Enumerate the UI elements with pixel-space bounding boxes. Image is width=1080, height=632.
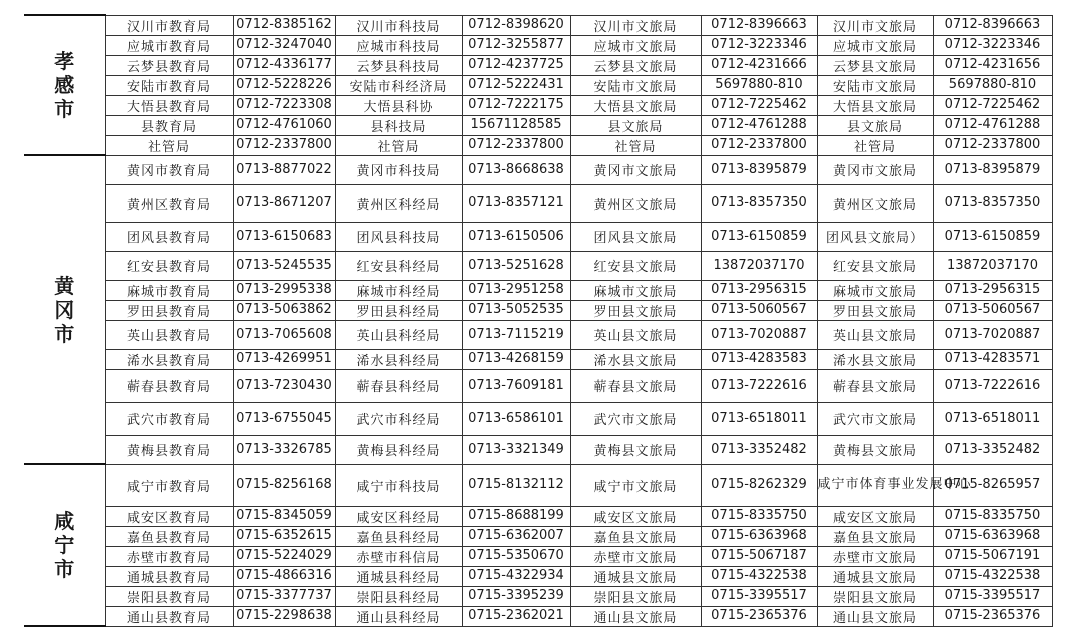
contact-office-cell: 大悟县文旅局: [817, 95, 933, 115]
culture-tourism-bureau-cell: 通山县文旅局: [570, 606, 701, 626]
contact-phone-cell: 0715-3395517: [933, 586, 1052, 606]
science-phone-cell: 0712-8398620: [462, 15, 570, 35]
culture-tourism-phone-cell: 0713-6150859: [701, 222, 817, 251]
science-bureau-cell: 大悟县科协: [335, 95, 462, 115]
contact-office-cell: 红安县文旅局: [817, 251, 933, 280]
education-phone-cell: 0712-7223308: [233, 95, 335, 115]
table-row: [24, 55, 1052, 75]
culture-tourism-phone-cell: 0715-4322538: [701, 566, 817, 586]
culture-tourism-bureau-cell: 团风县文旅局: [570, 222, 701, 251]
contact-phone-cell: 0715-8335750: [933, 506, 1052, 526]
science-bureau-cell: 云梦县科技局: [335, 55, 462, 75]
science-phone-cell: 0712-3255877: [462, 35, 570, 55]
science-phone-cell: 0715-8132112: [462, 464, 570, 506]
science-phone-cell: 0712-7222175: [462, 95, 570, 115]
education-phone-cell: 0715-2298638: [233, 606, 335, 626]
contact-office-cell: 通山县文旅局: [817, 606, 933, 626]
contact-phone-cell: 0713-8395879: [933, 155, 1052, 184]
culture-tourism-phone-cell: 0715-5067187: [701, 546, 817, 566]
contact-phone-cell: 0713-7222616: [933, 369, 1052, 402]
contact-phone-cell: 0715-6363968: [933, 526, 1052, 546]
table-row: [24, 435, 1052, 464]
culture-tourism-bureau-cell: 县文旅局: [570, 115, 701, 135]
education-phone-cell: 0713-8877022: [233, 155, 335, 184]
table-row: [24, 35, 1052, 55]
culture-tourism-bureau-cell: 应城市文旅局: [570, 35, 701, 55]
contact-office-cell: 崇阳县文旅局: [817, 586, 933, 606]
education-phone-cell: 0713-6755045: [233, 402, 335, 435]
education-phone-cell: 0715-4866316: [233, 566, 335, 586]
city-cell: [24, 155, 105, 464]
science-bureau-cell: 社管局: [335, 135, 462, 155]
table-row: [24, 566, 1052, 586]
science-bureau-cell: 浠水县科经局: [335, 349, 462, 369]
education-bureau-cell: 通山县教育局: [105, 606, 233, 626]
science-phone-cell: 0713-8357121: [462, 184, 570, 222]
education-bureau-cell: 社管局: [105, 135, 233, 155]
table-row: [24, 464, 1052, 506]
science-bureau-cell: 赤壁市科信局: [335, 546, 462, 566]
table-row: [24, 155, 1052, 184]
education-phone-cell: 0715-8256168: [233, 464, 335, 506]
table-row: [24, 75, 1052, 95]
education-phone-cell: 0715-5224029: [233, 546, 335, 566]
science-bureau-cell: 英山县科经局: [335, 320, 462, 349]
science-phone-cell: 0713-2951258: [462, 280, 570, 300]
science-phone-cell: 15671128585: [462, 115, 570, 135]
culture-tourism-bureau-cell: 黄冈市文旅局: [570, 155, 701, 184]
contact-office-cell: 麻城市文旅局: [817, 280, 933, 300]
table-row: [24, 546, 1052, 566]
contact-phone-cell: 0712-2337800: [933, 135, 1052, 155]
science-bureau-cell: 黄州区科经局: [335, 184, 462, 222]
education-phone-cell: 0713-7065608: [233, 320, 335, 349]
culture-tourism-bureau-cell: 英山县文旅局: [570, 320, 701, 349]
culture-tourism-phone-cell: 0715-6363968: [701, 526, 817, 546]
contact-phone-cell: 0713-6518011: [933, 402, 1052, 435]
culture-tourism-phone-cell: 0715-8335750: [701, 506, 817, 526]
contact-phone-cell: 0713-7020887: [933, 320, 1052, 349]
science-phone-cell: 0712-4237725: [462, 55, 570, 75]
contact-phone-cell: 0712-4231656: [933, 55, 1052, 75]
contact-office-cell: 应城市文旅局: [817, 35, 933, 55]
science-phone-cell: 0713-3321349: [462, 435, 570, 464]
science-bureau-cell: 麻城市科经局: [335, 280, 462, 300]
city-name: 孝感市: [54, 49, 75, 121]
culture-tourism-bureau-cell: 社管局: [570, 135, 701, 155]
contact-phone-cell: 0713-6150859: [933, 222, 1052, 251]
contact-phone-cell: 0712-3223346: [933, 35, 1052, 55]
science-bureau-cell: 红安县科经局: [335, 251, 462, 280]
education-phone-cell: 0713-6150683: [233, 222, 335, 251]
education-phone-cell: 0713-3326785: [233, 435, 335, 464]
table-row: [24, 300, 1052, 320]
contact-phone-cell: 0713-3352482: [933, 435, 1052, 464]
table-row: [24, 115, 1052, 135]
education-phone-cell: 0712-2337800: [233, 135, 335, 155]
science-phone-cell: 0712-5222431: [462, 75, 570, 95]
culture-tourism-phone-cell: 0713-8395879: [701, 155, 817, 184]
contact-office-cell: 浠水县文旅局: [817, 349, 933, 369]
contact-phone-cell: 0713-4283571: [933, 349, 1052, 369]
science-bureau-cell: 黄冈市科技局: [335, 155, 462, 184]
education-bureau-cell: 崇阳县教育局: [105, 586, 233, 606]
contacts-table: [24, 14, 1053, 627]
contact-office-cell: 社管局: [817, 135, 933, 155]
education-bureau-cell: 大悟县教育局: [105, 95, 233, 115]
education-bureau-cell: 黄冈市教育局: [105, 155, 233, 184]
science-bureau-cell: 蕲春县科经局: [335, 369, 462, 402]
science-bureau-cell: 黄梅县科经局: [335, 435, 462, 464]
science-bureau-cell: 汉川市科技局: [335, 15, 462, 35]
education-bureau-cell: 武穴市教育局: [105, 402, 233, 435]
science-bureau-cell: 罗田县科经局: [335, 300, 462, 320]
science-bureau-cell: 武穴市科经局: [335, 402, 462, 435]
science-phone-cell: 0715-5350670: [462, 546, 570, 566]
contact-office-cell: 嘉鱼县文旅局: [817, 526, 933, 546]
culture-tourism-phone-cell: 0715-3395517: [701, 586, 817, 606]
contact-phone-cell: 5697880-810: [933, 75, 1052, 95]
education-phone-cell: 0713-5063862: [233, 300, 335, 320]
table-row: [24, 349, 1052, 369]
science-bureau-cell: 应城市科技局: [335, 35, 462, 55]
contact-office-cell: 汉川市文旅局: [817, 15, 933, 35]
education-phone-cell: 0713-8671207: [233, 184, 335, 222]
education-phone-cell: 0715-8345059: [233, 506, 335, 526]
culture-tourism-bureau-cell: 武穴市文旅局: [570, 402, 701, 435]
contact-office-cell: 县文旅局: [817, 115, 933, 135]
contact-phone-cell: 0715-2365376: [933, 606, 1052, 626]
contact-office-cell: 黄州区文旅局: [817, 184, 933, 222]
education-bureau-cell: 应城市教育局: [105, 35, 233, 55]
culture-tourism-phone-cell: 0713-3352482: [701, 435, 817, 464]
science-phone-cell: 0713-5052535: [462, 300, 570, 320]
science-bureau-cell: 通山县科经局: [335, 606, 462, 626]
culture-tourism-phone-cell: 0713-5060567: [701, 300, 817, 320]
science-bureau-cell: 团风县科技局: [335, 222, 462, 251]
education-phone-cell: 0713-4269951: [233, 349, 335, 369]
contact-office-cell: 罗田县文旅局: [817, 300, 933, 320]
education-bureau-cell: 嘉鱼县教育局: [105, 526, 233, 546]
table-row: [24, 184, 1052, 222]
table-row: [24, 135, 1052, 155]
science-phone-cell: 0715-8688199: [462, 506, 570, 526]
culture-tourism-bureau-cell: 赤壁市文旅局: [570, 546, 701, 566]
culture-tourism-bureau-cell: 罗田县文旅局: [570, 300, 701, 320]
education-phone-cell: 0712-4761060: [233, 115, 335, 135]
culture-tourism-bureau-cell: 崇阳县文旅局: [570, 586, 701, 606]
contact-phone-cell: 0715-5067191: [933, 546, 1052, 566]
city-name: 咸宁市: [54, 509, 75, 581]
science-phone-cell: 0715-4322934: [462, 566, 570, 586]
contact-phone-cell: 13872037170: [933, 251, 1052, 280]
culture-tourism-phone-cell: 0715-8262329: [701, 464, 817, 506]
education-bureau-cell: 罗田县教育局: [105, 300, 233, 320]
city-name: 黄冈市: [54, 273, 75, 346]
science-bureau-cell: 崇阳县科经局: [335, 586, 462, 606]
culture-tourism-phone-cell: 0713-4283583: [701, 349, 817, 369]
science-bureau-cell: 嘉鱼县科经局: [335, 526, 462, 546]
education-phone-cell: 0713-2995338: [233, 280, 335, 300]
contact-phone-cell: 0713-2956315: [933, 280, 1052, 300]
contact-phone-cell: 0715-4322538: [933, 566, 1052, 586]
education-phone-cell: 0713-5245535: [233, 251, 335, 280]
education-bureau-cell: 蕲春县教育局: [105, 369, 233, 402]
contact-office-cell: 咸安区文旅局: [817, 506, 933, 526]
culture-tourism-phone-cell: 13872037170: [701, 251, 817, 280]
table-row: [24, 222, 1052, 251]
contact-office-cell: 云梦县文旅局: [817, 55, 933, 75]
culture-tourism-bureau-cell: 咸宁市文旅局: [570, 464, 701, 506]
culture-tourism-phone-cell: 0712-8396663: [701, 15, 817, 35]
table-row: [24, 95, 1052, 115]
table-row: [24, 320, 1052, 349]
culture-tourism-bureau-cell: 蕲春县文旅局: [570, 369, 701, 402]
science-bureau-cell: 通城县科经局: [335, 566, 462, 586]
education-bureau-cell: 麻城市教育局: [105, 280, 233, 300]
culture-tourism-bureau-cell: 安陆市文旅局: [570, 75, 701, 95]
table-row: [24, 15, 1052, 35]
science-phone-cell: 0713-7609181: [462, 369, 570, 402]
education-phone-cell: 0712-8385162: [233, 15, 335, 35]
culture-tourism-phone-cell: 0712-4761288: [701, 115, 817, 135]
city-cell: [24, 15, 105, 155]
education-bureau-cell: 汉川市教育局: [105, 15, 233, 35]
contact-office-cell: 安陆市文旅局: [817, 75, 933, 95]
culture-tourism-phone-cell: 0713-6518011: [701, 402, 817, 435]
culture-tourism-phone-cell: 0712-2337800: [701, 135, 817, 155]
education-bureau-cell: 浠水县教育局: [105, 349, 233, 369]
science-phone-cell: 0713-6150506: [462, 222, 570, 251]
contact-phone-cell: 0713-5060567: [933, 300, 1052, 320]
table-row: [24, 606, 1052, 626]
education-bureau-cell: 黄梅县教育局: [105, 435, 233, 464]
contact-phone-cell: 0713-8357350: [933, 184, 1052, 222]
culture-tourism-bureau-cell: 黄州区文旅局: [570, 184, 701, 222]
science-bureau-cell: 咸宁市科技局: [335, 464, 462, 506]
culture-tourism-bureau-cell: 浠水县文旅局: [570, 349, 701, 369]
contact-office-cell: 英山县文旅局: [817, 320, 933, 349]
culture-tourism-bureau-cell: 红安县文旅局: [570, 251, 701, 280]
contact-office-cell: 团风县文旅局）: [817, 222, 933, 251]
education-phone-cell: 0713-7230430: [233, 369, 335, 402]
culture-tourism-phone-cell: 0715-2365376: [701, 606, 817, 626]
contact-office-cell: 黄冈市文旅局: [817, 155, 933, 184]
education-bureau-cell: 团风县教育局: [105, 222, 233, 251]
culture-tourism-phone-cell: 0713-8357350: [701, 184, 817, 222]
table-row: [24, 526, 1052, 546]
contact-office-cell: 黄梅县文旅局: [817, 435, 933, 464]
education-bureau-cell: 通城县教育局: [105, 566, 233, 586]
culture-tourism-phone-cell: 0712-4231666: [701, 55, 817, 75]
education-bureau-cell: 黄州区教育局: [105, 184, 233, 222]
science-phone-cell: 0713-5251628: [462, 251, 570, 280]
science-phone-cell: 0713-8668638: [462, 155, 570, 184]
table-row: [24, 402, 1052, 435]
education-phone-cell: 0712-4336177: [233, 55, 335, 75]
contact-office-cell: 赤壁市文旅局: [817, 546, 933, 566]
science-bureau-cell: 安陆市科经济局: [335, 75, 462, 95]
education-bureau-cell: 县教育局: [105, 115, 233, 135]
education-phone-cell: 0712-3247040: [233, 35, 335, 55]
table-row: [24, 586, 1052, 606]
contact-phone-cell: 0712-7225462: [933, 95, 1052, 115]
culture-tourism-phone-cell: 0712-7225462: [701, 95, 817, 115]
contacts-table-body: [24, 15, 1052, 626]
education-bureau-cell: 咸宁市教育局: [105, 464, 233, 506]
contact-phone-cell: 0712-4761288: [933, 115, 1052, 135]
table-row: [24, 369, 1052, 402]
science-phone-cell: 0715-2362021: [462, 606, 570, 626]
culture-tourism-bureau-cell: 汉川市文旅局: [570, 15, 701, 35]
culture-tourism-phone-cell: 0712-3223346: [701, 35, 817, 55]
culture-tourism-bureau-cell: 大悟县文旅局: [570, 95, 701, 115]
table-row: [24, 506, 1052, 526]
science-phone-cell: 0713-7115219: [462, 320, 570, 349]
science-bureau-cell: 咸安区科经局: [335, 506, 462, 526]
science-phone-cell: 0712-2337800: [462, 135, 570, 155]
science-bureau-cell: 县科技局: [335, 115, 462, 135]
science-phone-cell: 0713-4268159: [462, 349, 570, 369]
culture-tourism-phone-cell: 0713-7222616: [701, 369, 817, 402]
culture-tourism-bureau-cell: 黄梅县文旅局: [570, 435, 701, 464]
contact-office-cell: 武穴市文旅局: [817, 402, 933, 435]
science-phone-cell: 0715-6362007: [462, 526, 570, 546]
education-phone-cell: 0715-6352615: [233, 526, 335, 546]
culture-tourism-bureau-cell: 咸安区文旅局: [570, 506, 701, 526]
science-phone-cell: 0715-3395239: [462, 586, 570, 606]
education-bureau-cell: 咸安区教育局: [105, 506, 233, 526]
education-bureau-cell: 红安县教育局: [105, 251, 233, 280]
contact-office-cell: 通城县文旅局: [817, 566, 933, 586]
contact-phone-cell: 0715-8265957: [933, 464, 1052, 506]
education-phone-cell: 0715-3377737: [233, 586, 335, 606]
culture-tourism-bureau-cell: 云梦县文旅局: [570, 55, 701, 75]
contact-office-cell: 蕲春县文旅局: [817, 369, 933, 402]
education-bureau-cell: 安陆市教育局: [105, 75, 233, 95]
culture-tourism-phone-cell: 0713-2956315: [701, 280, 817, 300]
contact-office-cell: 咸宁市体育事业发展中心: [817, 464, 933, 506]
table-row: [24, 251, 1052, 280]
culture-tourism-bureau-cell: 麻城市文旅局: [570, 280, 701, 300]
education-phone-cell: 0712-5228226: [233, 75, 335, 95]
education-bureau-cell: 云梦县教育局: [105, 55, 233, 75]
culture-tourism-phone-cell: 5697880-810: [701, 75, 817, 95]
city-cell: [24, 464, 105, 626]
education-bureau-cell: 英山县教育局: [105, 320, 233, 349]
culture-tourism-bureau-cell: 通城县文旅局: [570, 566, 701, 586]
science-phone-cell: 0713-6586101: [462, 402, 570, 435]
culture-tourism-phone-cell: 0713-7020887: [701, 320, 817, 349]
table-row: [24, 280, 1052, 300]
culture-tourism-bureau-cell: 嘉鱼县文旅局: [570, 526, 701, 546]
contact-phone-cell: 0712-8396663: [933, 15, 1052, 35]
education-bureau-cell: 赤壁市教育局: [105, 546, 233, 566]
